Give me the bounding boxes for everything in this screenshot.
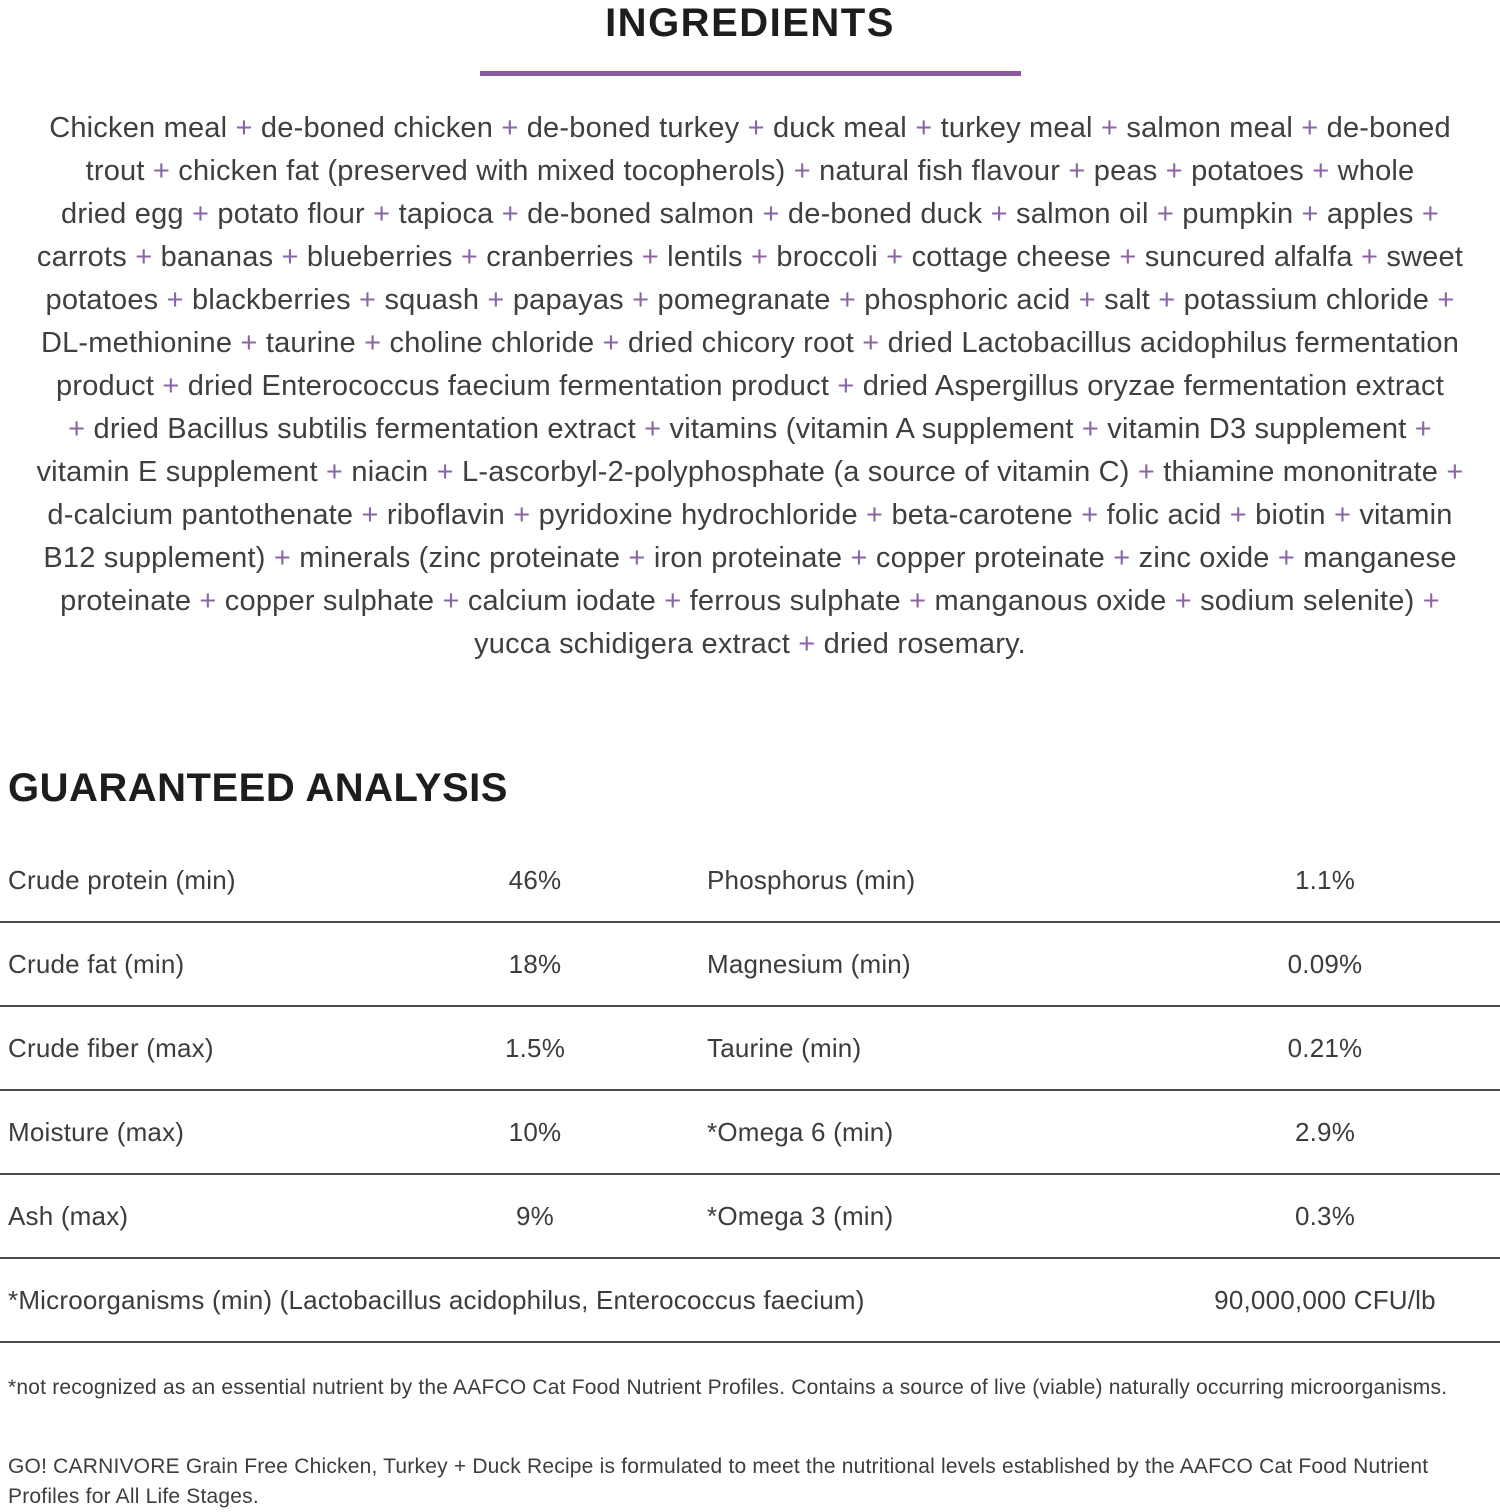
plus-separator: + [1333, 499, 1352, 531]
aafco-footnote: *not recognized as an essential nutrient by the AAFCO Cat Food Nutrient Profiles. Contains a source of live (viable) naturally occurring microorganisms. [8, 1376, 1448, 1399]
nutrient-value: 1.5% [504, 1032, 566, 1063]
analysis-row-microorganisms [0, 1259, 1500, 1343]
plus-separator: + [1414, 413, 1432, 445]
plus-separator: + [1437, 284, 1455, 316]
nutrient-label: Magnesium (min) [707, 948, 911, 979]
plus-separator: + [793, 155, 811, 187]
nutrient-label: Crude fiber (max) [8, 1032, 214, 1063]
plus-separator: + [664, 585, 682, 617]
plus-separator: + [359, 284, 377, 316]
plus-separator: + [1301, 198, 1319, 230]
plus-separator: + [1277, 542, 1296, 574]
plus-separator: + [1119, 241, 1137, 273]
nutrient-value: 2.9% [1294, 1116, 1356, 1147]
plus-separator: + [990, 198, 1008, 230]
plus-separator: + [1301, 112, 1319, 144]
nutrient-value: 46% [508, 864, 562, 895]
ingredients-line: yucca schidigera extract + dried rosemary. [474, 628, 1026, 660]
nutrient-value: 0.3% [1294, 1200, 1356, 1231]
plus-separator: + [837, 370, 855, 402]
nutrient-value: 1.1% [1294, 864, 1356, 895]
plus-separator: + [1360, 241, 1379, 273]
nutrient-value: 18% [508, 948, 562, 979]
analysis-row [0, 1091, 1500, 1175]
plus-separator: + [152, 155, 171, 187]
plus-separator: + [1158, 284, 1176, 316]
plus-separator: + [460, 241, 478, 273]
nutrient-value: 90,000,000 CFU/lb [1214, 1284, 1436, 1315]
plus-separator: + [1156, 198, 1174, 230]
plus-separator: + [364, 327, 382, 359]
plus-separator: + [162, 370, 180, 402]
plus-separator: + [632, 284, 650, 316]
nutrient-label: Taurine (min) [707, 1032, 862, 1063]
plus-separator: + [68, 413, 86, 445]
plus-separator: + [1174, 585, 1192, 617]
nutrient-value: 0.21% [1287, 1032, 1363, 1063]
nutrient-label: *Omega 3 (min) [707, 1200, 894, 1231]
plus-separator: + [361, 499, 379, 531]
plus-separator: + [1100, 112, 1119, 144]
nutrient-value: 0.09% [1287, 948, 1363, 979]
plus-separator: + [628, 542, 646, 574]
plus-separator: + [909, 585, 927, 617]
nutrient-value: 9% [516, 1200, 554, 1231]
plus-separator: + [436, 456, 454, 488]
plus-separator: + [501, 198, 519, 230]
plus-separator: + [135, 241, 153, 273]
plus-separator: + [750, 241, 769, 273]
plus-separator: + [602, 327, 620, 359]
analysis-row [0, 839, 1500, 923]
ingredients-line: dried egg + potato flour + tapioca + de-boned salmon + de-boned duck + salmon oil + pumpkin + apples + [61, 198, 1439, 230]
plus-separator: + [644, 413, 662, 445]
analysis-row [0, 923, 1500, 1007]
ingredients-line: trout + chicken fat (preserved with mixed tocopherols) + natural fish flavour + peas + potatoes + whole [85, 155, 1415, 187]
plus-separator: + [199, 585, 217, 617]
plus-separator: + [235, 112, 253, 144]
ingredients-line: B12 supplement) + minerals (zinc proteinate + iron proteinate + copper proteinate + zinc oxide + manganese [43, 542, 1457, 574]
plus-separator: + [1068, 155, 1086, 187]
plus-separator: + [166, 284, 184, 316]
plus-separator: + [747, 112, 765, 144]
nutrient-label: Crude fat (min) [8, 948, 185, 979]
plus-separator: + [281, 241, 299, 273]
nutrient-label: Moisture (max) [8, 1116, 185, 1147]
plus-separator: + [1113, 542, 1131, 574]
ingredients-line: potatoes + blackberries + squash + papayas + pomegranate + phosphoric acid + salt + potassium chloride + [45, 284, 1455, 316]
ingredients-text [0, 107, 1500, 666]
nutrient-label: Crude protein (min) [8, 864, 236, 895]
title-underline [480, 71, 1021, 76]
guaranteed-analysis-table [0, 839, 1500, 1343]
ingredients-line: + dried Bacillus subtilis fermentation extract + vitamins (vitamin A supplement + vitamin D3 supplement + [68, 413, 1432, 445]
plus-separator: + [1421, 198, 1439, 230]
plus-separator: + [1446, 456, 1464, 488]
plus-separator: + [1312, 155, 1330, 187]
plus-separator: + [1081, 499, 1099, 531]
ingredients-line: d-calcium pantothenate + riboflavin + pyridoxine hydrochloride + beta-carotene + folic acid + biotin + vitamin [47, 499, 1453, 531]
ingredients-title: INGREDIENTS [605, 1, 895, 45]
analysis-row [0, 1175, 1500, 1259]
ingredients-line: DL-methionine + taurine + choline chloride + dried chicory root + dried Lactobacillus acidophilus fermentation [40, 327, 1460, 359]
plus-separator: + [325, 456, 344, 488]
nutrient-value: 10% [508, 1116, 562, 1147]
plus-separator: + [1422, 585, 1440, 617]
guaranteed-analysis-title: GUARANTEED ANALYSIS [8, 766, 508, 810]
plus-separator: + [1229, 499, 1247, 531]
ingredients-line: carrots + bananas + blueberries + cranberries + lentils + broccoli + cottage cheese + suncured alfalfa + sweet [36, 241, 1464, 273]
nutrient-label: Phosphorus (min) [707, 864, 916, 895]
ingredients-line: vitamin E supplement + niacin + L-ascorbyl-2-polyphosphate (a source of vitamin C) + thiamine mononitrate + [36, 456, 1464, 488]
plus-separator: + [1078, 284, 1096, 316]
plus-separator: + [501, 112, 519, 144]
plus-separator: + [798, 628, 816, 660]
ingredients-line: product + dried Enterococcus faecium fermentation product + dried Aspergillus oryzae fermentation extract [56, 370, 1444, 402]
plus-separator: + [850, 542, 868, 574]
nutrient-label: *Omega 6 (min) [707, 1116, 894, 1147]
plus-separator: + [442, 585, 460, 617]
analysis-row [0, 1007, 1500, 1091]
plus-separator: + [487, 284, 505, 316]
plus-separator: + [886, 241, 904, 273]
plus-separator: + [1081, 413, 1100, 445]
plus-separator: + [1137, 456, 1156, 488]
plus-separator: + [273, 542, 291, 574]
nutrient-label: *Microorganisms (min) (Lactobacillus acidophilus, Enterococcus faecium) [8, 1284, 865, 1315]
plus-separator: + [641, 241, 659, 273]
plus-separator: + [866, 499, 884, 531]
plus-separator: + [762, 198, 780, 230]
plus-separator: + [373, 198, 391, 230]
nutrient-label: Ash (max) [8, 1200, 129, 1231]
plus-separator: + [513, 499, 531, 531]
plus-separator: + [1165, 155, 1183, 187]
plus-separator: + [838, 284, 857, 316]
formulation-note: GO! CARNIVORE Grain Free Chicken, Turkey + Duck Recipe is formulated to meet the nutritional levels established by the AAFCO Cat Food Nutrient Profiles for All Life Stages. [8, 1455, 1429, 1508]
plus-separator: + [862, 327, 880, 359]
ingredients-line: Chicken meal + de-boned chicken + de-boned turkey + duck meal + turkey meal + salmon meal + de-boned [49, 112, 1451, 144]
ingredients-line: proteinate + copper sulphate + calcium iodate + ferrous sulphate + manganous oxide + sodium selenite) + [60, 585, 1440, 617]
plus-separator: + [915, 112, 933, 144]
plus-separator: + [192, 198, 210, 230]
plus-separator: + [240, 327, 258, 359]
